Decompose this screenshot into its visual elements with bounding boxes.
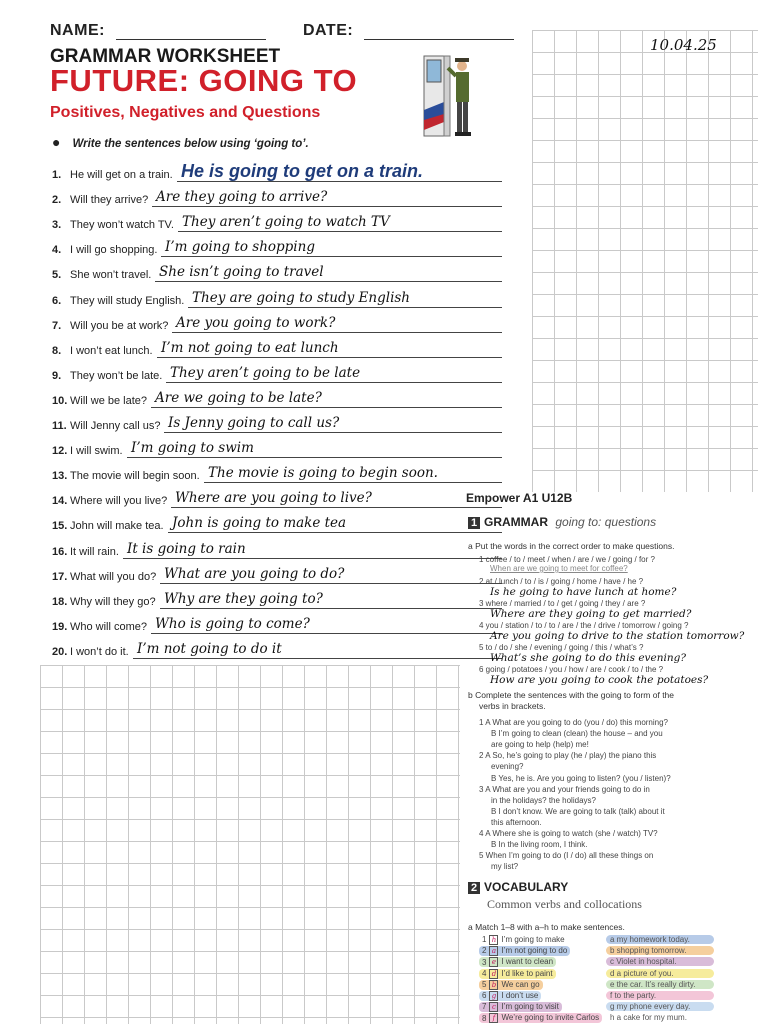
handwritten-answer: It is going to rain [127, 540, 246, 557]
grammar-a-prompt: 2 at / lunch / to / is / going / home / have / he ? [479, 577, 644, 586]
handwritten-answer: She isn’t going to travel [159, 264, 324, 281]
exercise-number: 15. [52, 520, 68, 533]
name-field [50, 22, 266, 40]
name-label: NAME: [50, 22, 105, 39]
exercise-number: 19. [52, 620, 68, 633]
vocab-left-text: I don’t use [501, 991, 539, 1001]
vocab-left-item [479, 1002, 562, 1012]
vocab-number: 1 [482, 935, 487, 945]
grid-paper-bottom [40, 665, 460, 1024]
answer-line[interactable] [188, 307, 502, 308]
exercise-prompt-text: They won’t be late. [70, 369, 163, 382]
grammar-b-line: are going to help (help) me! [491, 740, 589, 750]
grammar-a-example: When are we going to meet for coffee? [490, 564, 628, 573]
date-blank[interactable] [364, 39, 514, 40]
grid-paper-top [532, 30, 758, 492]
worksheet-title: GRAMMAR WORKSHEET [50, 46, 281, 67]
grammar-b-instruction-2: verbs in brackets. [479, 701, 546, 711]
vocabulary-instruction: a Match 1–8 with a–h to make sentences. [468, 922, 625, 932]
handwritten-answer: They aren’t going to watch TV [182, 214, 390, 231]
vocab-number: 5 [482, 979, 487, 989]
handwritten-answer: Who is going to come? [155, 615, 310, 632]
exercise-number: 14. [52, 495, 68, 508]
exercise-prompt [52, 470, 200, 482]
exercise-number: 10. [52, 394, 68, 407]
handwritten-answer: The movie is going to begin soon. [208, 465, 438, 482]
exercise-number: 13. [52, 470, 68, 483]
grammar-a-prompt: 6 going / potatoes / you / how / are / cook / to / the ? [479, 665, 664, 674]
vocab-left-item [479, 957, 556, 967]
exercise-item [52, 637, 502, 661]
exercise-prompt-text: Will we be late? [70, 394, 148, 407]
grammar-b-instruction: b Complete the sentences with the going to form of the [468, 690, 675, 700]
date-label: DATE: [303, 22, 354, 39]
exercise-item [52, 587, 502, 611]
vocab-answer-box[interactable]: d [489, 969, 498, 979]
exercise-number: 5. [52, 269, 62, 282]
handwritten-answer: Are you going to work? [176, 314, 336, 331]
exercise-item [52, 260, 502, 284]
exercise-prompt-text: Who will come? [70, 620, 148, 633]
exercise-item [52, 461, 502, 485]
exercise-number: 18. [52, 595, 68, 608]
answer-line[interactable] [161, 256, 502, 257]
exercise-number: 4. [52, 244, 62, 257]
grammar-a-prompt: 4 you / station / to / to / are / the / drive / tomorrow / going ? [479, 621, 689, 630]
grammar-a-instruction: a Put the words in the correct order to make questions. [468, 541, 675, 551]
exercise-number: 7. [52, 319, 62, 332]
handwritten-answer: What are you going to do? [164, 565, 345, 582]
handwritten-answer: I’m not going to eat lunch [161, 339, 339, 356]
grammar-b-line: 4 A Where she is going to watch (she / watch) TV? [479, 829, 658, 838]
exercise-number: 1. [52, 169, 62, 181]
exercise-prompt-text: Will they arrive? [70, 194, 149, 207]
exercise-prompt-text: I will go shopping. [70, 244, 158, 257]
grammar-a-prompt: 5 to / do / she / evening / going / this / what’s ? [479, 643, 644, 652]
grammar-section-title: 1 GRAMMAR going to: questions [468, 515, 656, 529]
answer-line[interactable] [171, 507, 502, 508]
vocab-number: 6 [482, 991, 487, 1001]
vocab-left-text: I’m going to make [501, 935, 565, 945]
exercise-number: 2. [52, 194, 62, 207]
answer-line[interactable] [155, 281, 502, 282]
answer-line[interactable] [166, 382, 502, 383]
grammar-b-line: B I’m going to clean (clean) the house – and you [491, 729, 663, 739]
instruction: ● Write the sentences below using ‘going to’. [52, 134, 309, 150]
textbook-heading: Empower A1 U12B [466, 491, 573, 505]
answer-line[interactable] [172, 332, 502, 333]
handwritten-answer: He is going to get on a train. [181, 161, 424, 181]
vocab-answer-box[interactable]: a [489, 946, 498, 956]
answer-line[interactable] [160, 583, 502, 584]
exercise-item [52, 336, 502, 360]
vocab-left-item [479, 980, 543, 990]
exercise-prompt [52, 495, 167, 507]
vocab-right-item: f to the party. [606, 991, 714, 1000]
handwritten-date: 10.04.25 [650, 36, 717, 54]
exercise-item [52, 386, 502, 410]
exercise-prompt [52, 320, 168, 332]
vocab-right-item: h a cake for my mum. [606, 1013, 714, 1022]
exercise-prompt-text: What will you do? [70, 570, 157, 583]
exercise-prompt [52, 596, 156, 608]
exercise-prompt-text: John will make tea. [70, 520, 164, 533]
vocab-answer-box[interactable]: f [489, 1013, 498, 1023]
exercise-prompt-text: I will swim. [70, 445, 123, 458]
exercise-prompt [52, 420, 160, 432]
vocab-number: 7 [482, 1002, 487, 1012]
answer-line[interactable] [151, 633, 502, 634]
exercise-prompt [52, 345, 153, 357]
exercise-item [52, 411, 502, 435]
answer-line[interactable] [157, 357, 502, 358]
vocab-answer-box[interactable]: g [489, 991, 498, 1001]
vocab-number: 3 [482, 957, 487, 967]
handwritten-answer: I’m going to shopping [165, 239, 315, 256]
handwritten-answer: John is going to make tea [172, 515, 347, 532]
exercise-item [52, 612, 502, 636]
vocab-left-item [479, 946, 570, 956]
exercise-prompt [52, 395, 147, 407]
handwritten-answer: I’m going to swim [131, 440, 254, 457]
grammar-a-answer: How are you going to cook the potatoes? [490, 674, 709, 686]
grammar-b-line: B I don’t know. We are going to talk (talk) about it [491, 806, 665, 816]
exercise-prompt [52, 295, 184, 307]
handwritten-answer: Why are they going to? [164, 590, 323, 607]
vocabulary-section-title: 2 VOCABULARY [468, 880, 568, 894]
vocab-left-item [479, 969, 556, 979]
exercise-number: 12. [52, 445, 68, 458]
grammar-a-prompt: 3 where / married / to / get / going / they / are ? [479, 599, 646, 608]
exercise-prompt-text: It will rain. [70, 545, 119, 558]
grammar-b-line: in the holidays? the holidays? [491, 795, 596, 805]
grammar-a-answer: Are you going to drive to the station tomorrow? [490, 630, 745, 642]
exercise-item [52, 562, 502, 586]
grammar-b-line: B In the living room, I think. [491, 840, 588, 850]
answer-line[interactable] [168, 532, 502, 533]
exercise-number: 9. [52, 369, 62, 382]
exercise-prompt [52, 244, 157, 256]
exercise-prompt-text: Will you be at work? [70, 319, 169, 332]
exercise-number: 17. [52, 570, 68, 583]
handwritten-answer: Is Jenny going to call us? [168, 415, 340, 431]
worksheet-heading: FUTURE: GOING TO [50, 63, 358, 98]
grammar-b-line: 1 A What are you going to do (you / do) this morning? [479, 718, 668, 727]
answer-line[interactable] [152, 206, 502, 207]
exercise-prompt [52, 194, 148, 206]
exercise-number: 20. [52, 645, 68, 658]
vocabulary-subtitle: Common verbs and collocations [487, 897, 642, 911]
grammar-b-line: evening? [491, 762, 524, 772]
vocab-left-text: I’m going to visit [501, 1002, 559, 1012]
exercise-item [52, 235, 502, 259]
exercise-prompt-text: They won’t watch TV. [70, 219, 174, 232]
exercise-item [52, 511, 502, 535]
grammar-a-answer: What’s she going to do this evening? [490, 652, 686, 664]
exercise-prompt-text: I won’t do it. [70, 645, 129, 658]
exercise-number: 16. [52, 545, 68, 558]
exercise-item [52, 486, 502, 510]
vocab-left-text: We can go [501, 979, 540, 989]
grammar-b-line: B Yes, he is. Are you going to listen? (you / listen)? [491, 773, 671, 783]
answer-line[interactable] [127, 457, 502, 458]
vocab-left-text: I’d like to paint [501, 968, 553, 978]
exercise-prompt [52, 169, 173, 181]
vocab-answer-box[interactable]: b [489, 980, 498, 990]
handwritten-answer: Are we going to be late? [155, 389, 322, 406]
exercise-item [52, 286, 502, 310]
exercise-prompt-text: The movie will begin soon. [70, 470, 200, 483]
exercise-item [52, 361, 502, 385]
grammar-b-line: this afternoon. [491, 817, 542, 827]
exercise-prompt [52, 571, 156, 583]
vocab-number: 2 [482, 946, 487, 956]
handwritten-answer: Are they going to arrive? [156, 189, 328, 206]
exercise-prompt [52, 546, 119, 558]
vocab-right-item: c Violet in hospital. [606, 957, 714, 966]
exercise-item [52, 436, 502, 460]
exercise-prompt [52, 520, 164, 532]
exercise-number: 6. [52, 294, 62, 307]
vocab-right-item: g my phone every day. [606, 1002, 714, 1011]
vocab-right-item: b shopping tomorrow. [606, 946, 714, 955]
handwritten-answer: Where are you going to live? [175, 490, 372, 507]
exercise-prompt-text: Why will they go? [70, 595, 156, 608]
answer-line[interactable] [204, 482, 502, 483]
handwritten-answer: They aren’t going to be late [170, 364, 361, 381]
grammar-a-answer: Is he going to have lunch at home? [490, 586, 677, 598]
vocab-right-item: e the car. It’s really dirty. [606, 980, 714, 989]
vocab-right-item: a my homework today. [606, 935, 714, 944]
vocab-left-text: I’m not going to do [501, 946, 568, 956]
exercise-item [52, 311, 502, 335]
vocab-answer-box[interactable]: c [489, 1002, 498, 1012]
grammar-b-line: 5 When I’m going to do (I / do) all these things on [479, 851, 654, 861]
exercise-item [52, 537, 502, 561]
exercise-prompt-text: I won’t eat lunch. [70, 344, 153, 357]
answer-line[interactable] [133, 658, 502, 659]
vocab-number: 4 [482, 968, 487, 978]
exercise-prompt-text: Where will you live? [70, 495, 168, 508]
answer-line[interactable] [160, 608, 502, 609]
vocab-right-item: d a picture of you. [606, 969, 714, 978]
exercise-prompt-text: He will get on a train. [70, 169, 173, 181]
vocab-left-item [479, 1013, 602, 1023]
grammar-b-line: 2 A So, he’s going to play (he / play) the piano this [479, 751, 657, 761]
answer-line[interactable] [151, 407, 502, 408]
name-blank[interactable] [116, 39, 266, 40]
exercise-prompt [52, 646, 129, 658]
worksheet-subheading: Positives, Negatives and Questions [50, 104, 321, 121]
exercise-number: 3. [52, 219, 62, 232]
answer-line[interactable] [164, 432, 502, 433]
grammar-b-line: my list? [491, 862, 519, 872]
exercise-item [52, 210, 502, 234]
answer-line[interactable] [123, 558, 502, 559]
vocab-left-item [479, 935, 568, 945]
exercise-prompt [52, 621, 147, 633]
handwritten-answer: I’m not going to do it [137, 640, 282, 657]
exercise-item [52, 160, 502, 184]
exercise-prompt [52, 219, 174, 231]
date-field [303, 22, 514, 40]
exercise-prompt-text: Will Jenny call us? [70, 420, 161, 432]
vocab-answer-box[interactable]: h [489, 935, 498, 945]
answer-line[interactable] [178, 231, 502, 232]
vocab-number: 8 [482, 1013, 487, 1023]
exercise-prompt [52, 269, 151, 281]
grammar-b-line: 3 A What are you and your friends going to do in [479, 784, 650, 794]
vocab-left-text: We’re going to invite Carlos [501, 1013, 600, 1023]
exercise-item [52, 185, 502, 209]
exercise-prompt-text: She won’t travel. [70, 269, 152, 282]
grammar-a-prompt: 1 coffee / to / meet / when / are / we / going / for ? [479, 555, 655, 564]
exercise-prompt-text: They will study English. [70, 294, 185, 307]
vocab-left-item [479, 991, 541, 1001]
exercise-number: 8. [52, 344, 62, 357]
exercise-prompt [52, 370, 162, 382]
vocab-answer-box[interactable]: e [489, 957, 498, 967]
exercise-number: 11. [52, 420, 67, 432]
vocab-left-text: I want to clean [501, 957, 554, 967]
exercise-prompt [52, 445, 123, 457]
handwritten-answer: They are going to study English [192, 289, 411, 306]
train-man-illustration [420, 50, 482, 140]
grammar-a-answer: Where are they going to get married? [490, 608, 692, 620]
